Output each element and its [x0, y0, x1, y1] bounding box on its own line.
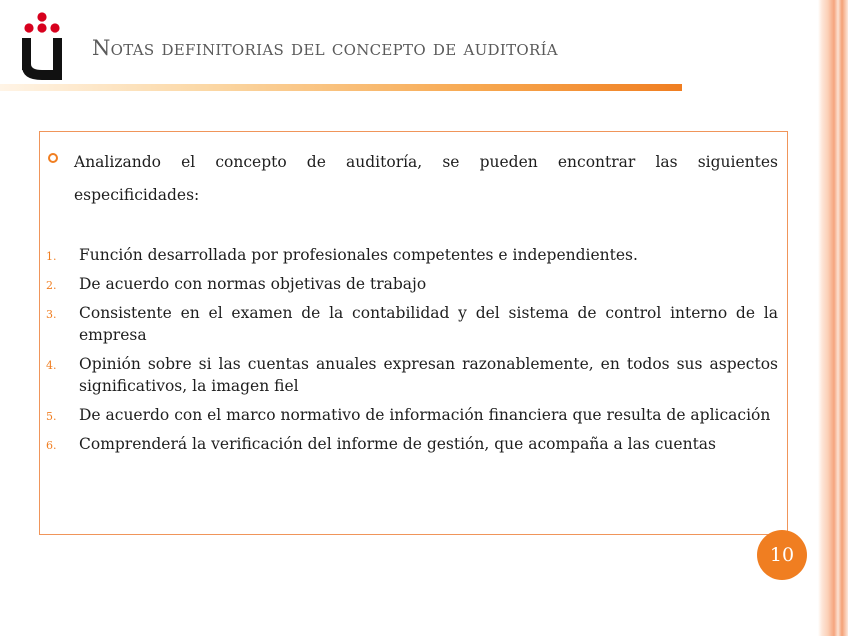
- list-item: [46, 302, 778, 346]
- list-item: [46, 353, 778, 397]
- list-number: 4.: [46, 359, 57, 372]
- title-underline: [0, 84, 682, 91]
- list-item-text: De acuerdo con normas objetivas de trabajo: [79, 275, 427, 293]
- page-number-badge: 10: [757, 530, 807, 580]
- list-number: 5.: [46, 410, 57, 423]
- list-number: 1.: [46, 250, 57, 263]
- list-item: [46, 433, 778, 455]
- list-number: 3.: [46, 308, 57, 321]
- bullet-ring-icon: [48, 153, 58, 163]
- list-item-text: De acuerdo con el marco normativo de información financiera que resulta de aplicación: [79, 406, 771, 424]
- list-number: 2.: [46, 279, 57, 292]
- list-item-text: Función desarrollada por profesionales competentes e independientes.: [79, 246, 638, 264]
- list-item: [46, 273, 778, 295]
- university-logo-icon: [18, 6, 66, 82]
- list-item-text: Comprenderá la verificación del informe de gestión, que acompaña a las cuentas: [79, 435, 716, 453]
- list-number: 6.: [46, 439, 57, 452]
- list-item-text: Consistente en el examen de la contabilidad y del sistema de control interno de la empresa: [79, 304, 778, 344]
- page-title: Notas definitorias del concepto de auditoría: [92, 36, 558, 60]
- numbered-list: [46, 244, 778, 462]
- list-item: [46, 404, 778, 426]
- list-item-text: Opinión sobre si las cuentas anuales expresan razonablemente, en todos sus aspectos significativos, la imagen fiel: [79, 355, 778, 395]
- decorative-border: [818, 0, 848, 636]
- intro-paragraph: Analizando el concepto de auditoría, se pueden encontrar las siguientes especificidades:: [74, 153, 778, 204]
- list-item: [46, 244, 778, 266]
